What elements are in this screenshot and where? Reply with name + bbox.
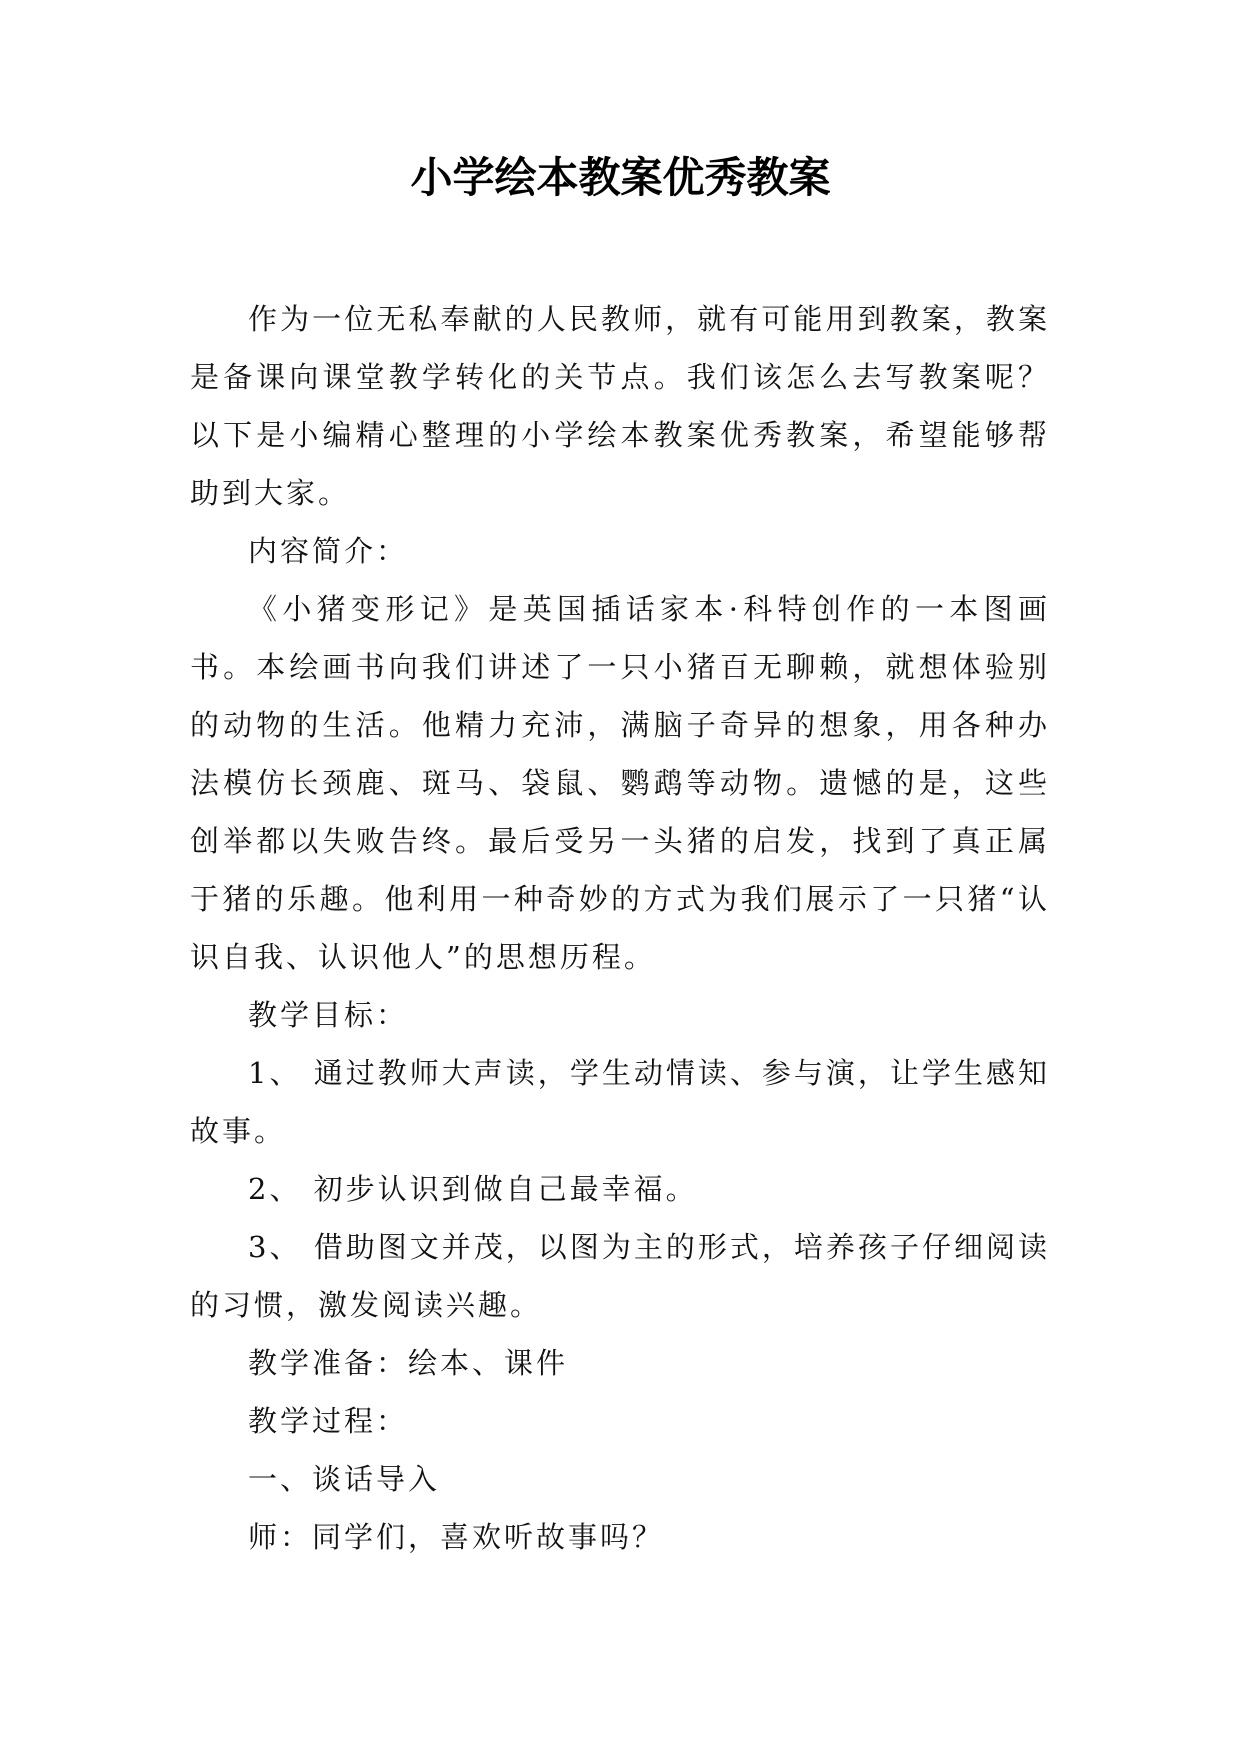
intro-paragraph: 作为一位无私奉献的人民教师，就有可能用到教案，教案是备课向课堂教学转化的关节点。我们该怎么去写教案呢？以下是小编精心整理的小学绘本教案优秀教案，希望能够帮助到大家。 — [190, 302, 1050, 510]
summary-heading: 内容简介： — [248, 534, 409, 568]
preparation-line: 教学准备：绘本、课件 — [248, 1346, 569, 1380]
summary-paragraph: 《小猪变形记》是英国插话家本·科特创作的一本图画书。本绘画书向我们讲述了一只小猪百无聊赖，就想体验别的动物的生活。他精力充沛，满脑子奇异的想象，用各种办法模仿长颈鹿、斑马、袋鼠、鹦鹉等动物。遗憾的是，这些创举都以失败告终。最后受另一头猪的启发，找到了真正属于猪的乐趣。他利用一种奇妙的方式为我们展示了一只猪“认识自我、认识他人”的思想历程。 — [190, 592, 1050, 974]
objective-item-1: 1、 通过教师大声读，学生动情读、参与演，让学生感知故事。 — [190, 1056, 1050, 1148]
objectives-heading: 教学目标： — [248, 998, 409, 1032]
objective-item-2: 2、 初步认识到做自己最幸福。 — [248, 1172, 698, 1206]
process-heading: 教学过程： — [248, 1404, 409, 1438]
objective-item-3: 3、 借助图文并茂，以图为主的形式，培养孩子仔细阅读的习惯，激发阅读兴趣。 — [190, 1230, 1050, 1322]
document-title: 小学绘本教案优秀教案 — [410, 153, 831, 202]
process-step-1-heading: 一、谈话导入 — [248, 1462, 441, 1496]
document-body — [190, 290, 1050, 1566]
teacher-line: 师：同学们，喜欢听故事吗？ — [248, 1520, 665, 1554]
